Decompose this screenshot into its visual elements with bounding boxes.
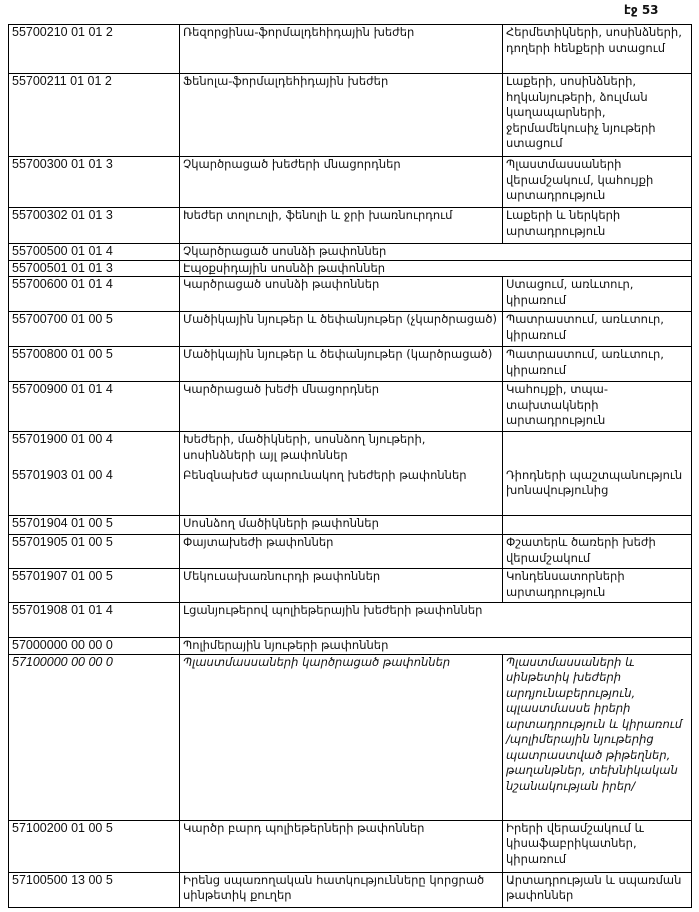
waste-use <box>503 432 692 468</box>
table-row <box>9 569 692 603</box>
waste-use: Հերմետիկների, սոսինձների, դողերի հենքերի ստացում <box>503 25 692 74</box>
waste-name: Ֆենոլա-ֆորմալդեհիդային խեժեր <box>180 74 503 157</box>
waste-use: Ստացում, առևտուր, կիրառում <box>503 277 692 312</box>
waste-code: 55700700 01 00 5 <box>9 312 180 347</box>
table-row <box>9 872 692 907</box>
waste-use: Արտադրության և սպառման թափոններ <box>503 872 692 907</box>
table-row <box>9 244 692 261</box>
waste-name: Կարծրացած սոսնձի թափոններ <box>180 277 503 312</box>
table-row <box>9 277 692 312</box>
table-row <box>9 312 692 347</box>
table-row <box>9 638 692 655</box>
waste-code: 57100000 00 00 0 <box>9 654 180 820</box>
waste-code: 55700302 01 01 3 <box>9 208 180 244</box>
waste-name: Մածիկային նյութեր և ծեփանյութեր (կարծրացած) <box>180 347 503 382</box>
waste-name: Լցանյութերով պոլիեթերային խեժերի թափոններ <box>180 603 692 638</box>
table-row <box>9 347 692 382</box>
waste-code: 55700900 01 01 4 <box>9 382 180 432</box>
table-row <box>9 157 692 208</box>
waste-code: 57000000 00 00 0 <box>9 638 180 655</box>
waste-use <box>503 516 692 535</box>
waste-use: Իրերի վերամշակում և կիսաֆաբրիկատներ, կիրառում <box>503 820 692 872</box>
waste-use: Կահույքի, տպա-տախտակների արտադրություն <box>503 382 692 432</box>
page-number: էջ 53 <box>624 3 659 17</box>
waste-name: Չկարծրացած խեժերի մնացորդներ <box>180 157 503 208</box>
waste-name: Խեժերի, մածիկների, սոսնձող նյութերի, սոսինձների այլ թափոններ <box>180 432 503 468</box>
waste-classification-table <box>8 24 692 908</box>
waste-code: 57100200 01 00 5 <box>9 820 180 872</box>
waste-use: Դիոդների պաշտպանություն խոնավությունից <box>503 468 692 516</box>
waste-name: Բենզնախեժ պարունակող խեժերի թափոններ <box>180 468 503 516</box>
waste-name: Մածիկային նյութեր և ծեփանյութեր (չկարծրացած) <box>180 312 503 347</box>
waste-code: 57100500 13 00 5 <box>9 872 180 907</box>
waste-name: Փայտախեժի թափոններ <box>180 535 503 569</box>
waste-use: Լաքերի և ներկերի արտադրություն <box>503 208 692 244</box>
table-row <box>9 432 692 468</box>
waste-use: Պատրաստում, առևտուր, կիրառում <box>503 347 692 382</box>
waste-code: 55701900 01 00 4 <box>9 432 180 468</box>
waste-name: Չկարծրացած սոսնձի թափոններ <box>180 244 692 261</box>
waste-code: 55701908 01 01 4 <box>9 603 180 638</box>
waste-name: Ռեզորցինա-ֆորմալդեհիդային խեժեր <box>180 25 503 74</box>
waste-name: Կարծրացած խեժի մնացորդներ <box>180 382 503 432</box>
waste-code: 55700500 01 01 4 <box>9 244 180 261</box>
table-row <box>9 208 692 244</box>
waste-code: 55700300 01 01 3 <box>9 157 180 208</box>
table-row <box>9 468 692 516</box>
waste-use: Կոնդենսատորների արտադրություն <box>503 569 692 603</box>
waste-name: Կարծր բարդ պոլիեթերների թափոններ <box>180 820 503 872</box>
waste-code: 55700800 01 00 5 <box>9 347 180 382</box>
table-row <box>9 603 692 638</box>
waste-use: Փշատերև ծառերի խեժի վերամշակում <box>503 535 692 569</box>
waste-name: Էպօքսիդային սոսնձի թափոններ <box>180 260 692 277</box>
waste-name: Մեկուսախառնուրդի թափոններ <box>180 569 503 603</box>
table-row <box>9 654 692 820</box>
waste-use: Պլաստմասսաների և սինթետիկ խեժերի արդյունաբերություն, պլաստմասսե իրերի արտադրություն և կիրառում /պոլիմերային նյութերից պատրաստված թիթեղներ, թաղանթներ, տեխնիկական նշանակության իրեր/ <box>503 654 692 820</box>
waste-code: 55701905 01 00 5 <box>9 535 180 569</box>
waste-use: Պլաստմասսաների վերամշակում, կահույքի արտադրություն <box>503 157 692 208</box>
table-row <box>9 516 692 535</box>
table-row <box>9 25 692 74</box>
waste-code: 55701904 01 00 5 <box>9 516 180 535</box>
waste-name: Խեժեր տոլուոլի, ֆենոլի և ջրի խառնուրդում <box>180 208 503 244</box>
waste-code: 55701903 01 00 4 <box>9 468 180 516</box>
waste-code: 55701907 01 00 5 <box>9 569 180 603</box>
table-row <box>9 260 692 277</box>
waste-name: Պլաստմասսաների կարծրացած թափոններ <box>180 654 503 820</box>
table-row <box>9 820 692 872</box>
table-row <box>9 74 692 157</box>
waste-code: 55700600 01 01 4 <box>9 277 180 312</box>
waste-code: 55700501 01 01 3 <box>9 260 180 277</box>
waste-code: 55700211 01 01 2 <box>9 74 180 157</box>
waste-name: Պոլիմերային նյութերի թափոններ <box>180 638 692 655</box>
waste-use: Պատրաստում, առևտուր, կիրառում <box>503 312 692 347</box>
table-row <box>9 382 692 432</box>
waste-code: 55700210 01 01 2 <box>9 25 180 74</box>
waste-use: Լաքերի, սոսինձների, հղկանյութերի, ձուլման կաղապարների, ջերմամեկուսիչ նյութերի ստացում <box>503 74 692 157</box>
waste-name: Սոսնձող մածիկների թափոններ <box>180 516 503 535</box>
table-row <box>9 535 692 569</box>
waste-name: Իրենց սպառողական հատկությունները կորցրած սինթետիկ քուղեր <box>180 872 503 907</box>
